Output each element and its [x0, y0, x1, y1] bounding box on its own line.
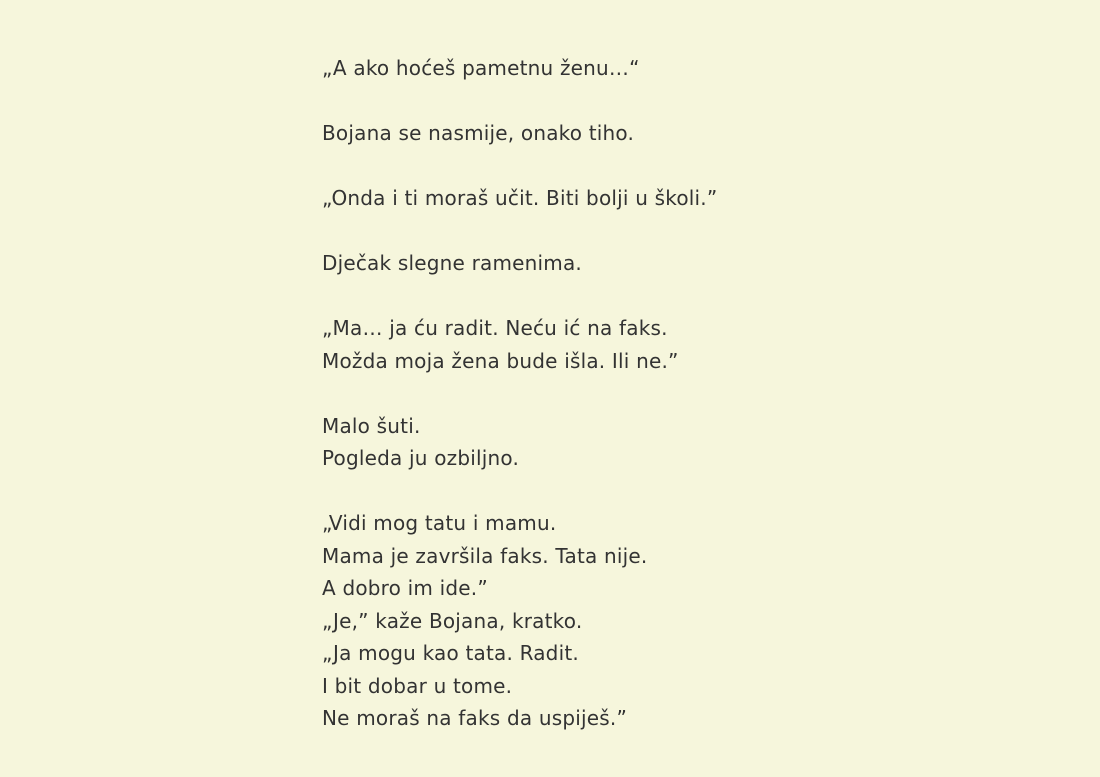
text-line: Malo šuti.: [322, 413, 421, 438]
text-line: „Vidi mog tatu i mamu.: [322, 511, 557, 535]
text-line: I bit dobar u tome.: [322, 673, 513, 698]
text-line: Bojana se nasmije, onako tiho.: [322, 121, 635, 145]
blank-line: [322, 85, 1082, 118]
text-line: „Ma… ja ću radit. Neću ić na faks.: [322, 316, 668, 340]
text-line: Možda moja žena bude išla. Ili ne.”: [322, 348, 679, 373]
blank-line: [322, 377, 1082, 410]
story-text: [322, 52, 1082, 735]
text-line: Ne moraš na faks da uspiješ.”: [322, 706, 627, 730]
text-line: A dobro im ide.”: [322, 576, 488, 600]
blank-line: [322, 280, 1082, 313]
text-line: Dječak slegne ramenima.: [322, 251, 582, 275]
text-line: „Ja mogu kao tata. Radit.: [322, 641, 579, 665]
text-line: „A ako hoćeš pametnu ženu…“: [322, 56, 640, 80]
text-line: „Onda i ti moraš učit. Biti bolji u školi.”: [322, 186, 718, 210]
blank-line: [322, 150, 1082, 183]
text-line: „Je,” kaže Bojana, kratko.: [322, 608, 583, 633]
blank-line: [322, 215, 1082, 248]
blank-line: [322, 475, 1082, 508]
text-line: Pogleda ju ozbiljno.: [322, 446, 520, 470]
text-line: Mama je završila faks. Tata nije.: [322, 543, 648, 568]
